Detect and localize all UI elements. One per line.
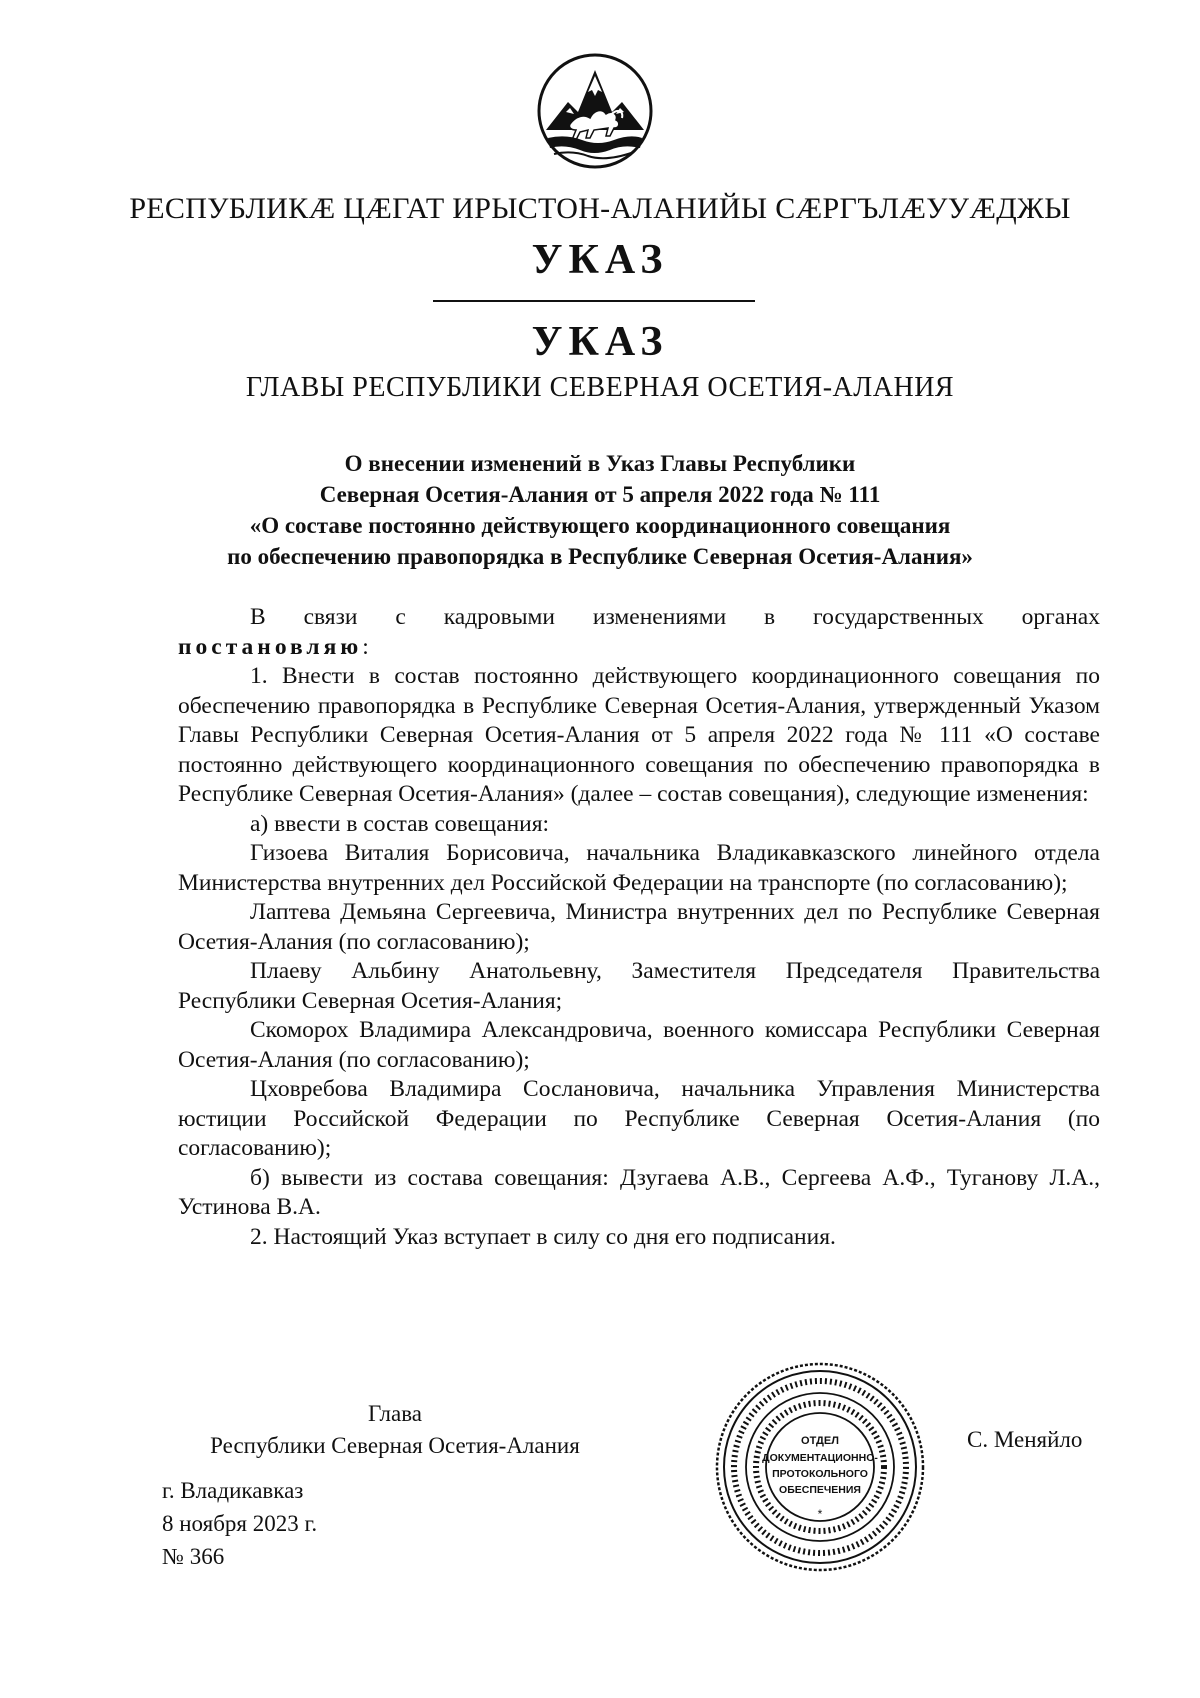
person-entry: Лаптева Демьяна Сергеевича, Министра внутренних дел по Республике Северная Осетия-Алания (по согласованию); [178, 899, 1100, 955]
decree-number: № 366 [162, 1544, 225, 1569]
ukaz-russian-heading: УКАЗ [531, 319, 669, 365]
item-2: 2. Настоящий Указ вступает в силу со дня его подписания. [250, 1223, 836, 1250]
person-entry: Гизоева Виталия Борисовича, начальника Владикавказского линейного отдела Министерства внутренних дел Российской Федерации на транспорте (по согласованию); [178, 840, 1100, 896]
item-1b: б) вывести из состава совещания: Дзугаева А.В., Сергеева А.Ф., Туганову Л.А., Устинова В.А. [178, 1164, 1100, 1220]
official-seal-icon [713, 1360, 927, 1574]
decree-city: г. Владикавказ [162, 1478, 304, 1503]
coat-of-arms-icon [536, 52, 654, 170]
item-1a: а) ввести в состав совещания: [250, 810, 550, 837]
person-entry: Скоморох Владимира Александровича, военного комиссара Республики Северная Осетия-Алания (по согласованию); [178, 1017, 1100, 1073]
header-russian-title: ГЛАВЫ РЕСПУБЛИКИ СЕВЕРНАЯ ОСЕТИЯ-АЛАНИЯ [245, 372, 955, 403]
subject-line: «О составе постоянно действующего координационного совещания [249, 513, 951, 538]
stamp-center-line: ПРОТОКОЛЬНОГО [772, 1468, 868, 1480]
header-ossetian-title: РЕСПУБЛИКÆ ЦÆГАТ ИРЫСТОН-АЛАНИЙЫ СÆРГЪЛÆУУÆДЖЫ [129, 192, 1071, 225]
subject-line: О внесении изменений в Указ Главы Республики [344, 451, 856, 476]
subject-line: по обеспечению правопорядка в Республике Северная Осетия-Алания» [227, 544, 973, 569]
intro-text: В связи с кадровыми изменениями в государственных органах [250, 604, 1100, 630]
decree-subject [140, 448, 1060, 572]
header-divider [433, 300, 755, 302]
stamp-center-line: ДОКУМЕНТАЦИОННО- [762, 1452, 878, 1464]
signatory-post-line: Республики Северная Осетия-Алания [210, 1433, 580, 1458]
decree-date: 8 ноября 2023 г. [162, 1511, 318, 1536]
item-1: 1. Внести в состав постоянно действующего координационного совещания по обеспечению правопорядка в Республике Северная Осетия-Алания, утвержденный Указом Главы Республики Северная Осетия-Алания от 5 апреля 2022 года № 111 «О составе постоянно действующего координационного совещания по обеспечению правопорядка в Республике Северная Осетия-Алания» (далее – состав совещания), следующие изменения: [178, 663, 1100, 807]
person-entry: Плаеву Альбину Анатольевну, Заместителя Председателя Правительства Республики Северная Осетия-Алания; [178, 958, 1100, 1014]
signatory-name: С. Меняйло [967, 1427, 1083, 1452]
decree-word-paragraph [178, 633, 1100, 663]
stamp-center-line: ОТДЕЛ [801, 1435, 839, 1447]
decree-word: постановляю [178, 633, 363, 660]
signatory-position [180, 1398, 610, 1462]
intro-paragraph [178, 603, 1100, 633]
subject-line: Северная Осетия-Алания от 5 апреля 2022 года № 111 [319, 482, 881, 507]
svg-text:*: * [817, 1507, 823, 1521]
decree-body [178, 603, 1100, 1252]
decree-colon: : [362, 633, 369, 660]
decree-place-date [162, 1474, 317, 1573]
stamp-center-line: ОБЕСПЕЧЕНИЯ [779, 1484, 861, 1496]
ukaz-ossetian-heading: УКАЗ [531, 237, 669, 283]
person-entry: Цховребова Владимира Сослановича, начальника Управления Министерства юстиции Российской Федерации по Республике Северная Осетия-Алания (по согласованию); [178, 1076, 1100, 1161]
signatory-post-line: Глава [367, 1401, 423, 1426]
